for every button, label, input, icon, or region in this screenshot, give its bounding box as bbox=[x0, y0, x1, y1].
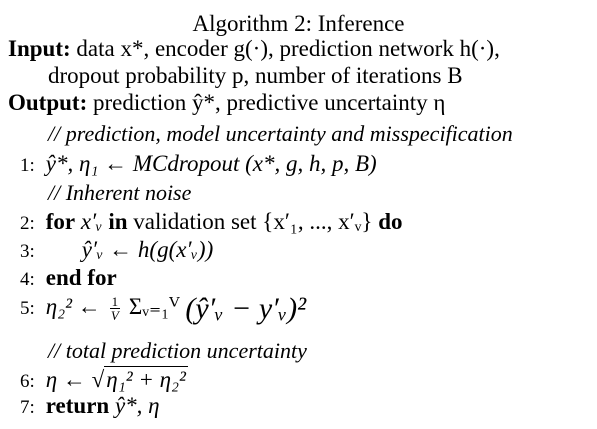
step-number: 2: bbox=[20, 213, 35, 234]
input-text: data x*, encoder g(·), prediction network h(·), bbox=[76, 36, 500, 61]
algorithm-step-7 bbox=[20, 394, 160, 417]
fraction bbox=[110, 295, 121, 323]
sqrt-body: η₁² + η₂² bbox=[106, 367, 186, 392]
sqrt-symbol: √ bbox=[91, 367, 105, 392]
algorithm-step-5 bbox=[20, 294, 306, 324]
step-number: 7: bbox=[20, 397, 35, 418]
step-number: 3: bbox=[20, 241, 35, 262]
input-line bbox=[8, 37, 500, 60]
step-text: ŷ*, η bbox=[114, 393, 160, 418]
step-text: ŷ*, η₁ ← MCdropout (x*, g, h, p, B) bbox=[45, 151, 377, 176]
summation: Σᵥ₌₁ⱽ bbox=[128, 294, 180, 319]
algorithm-step-6 bbox=[20, 368, 188, 391]
keyword-in: in bbox=[108, 209, 128, 234]
step-number: 4: bbox=[20, 269, 35, 290]
input-line-2: dropout probability p, number of iterations B bbox=[48, 63, 463, 88]
step-lhs: η ← bbox=[45, 367, 86, 392]
output-label: Output: bbox=[8, 90, 88, 115]
input-label: Input: bbox=[8, 36, 71, 61]
keyword-return: return bbox=[45, 393, 110, 418]
step-body: (ŷ′ᵥ − y′ᵥ)² bbox=[185, 292, 307, 325]
algorithm-step-4 bbox=[20, 266, 117, 289]
loop-set: validation set {x′₁, ..., x′ᵥ} bbox=[133, 209, 373, 234]
fraction-denominator: V bbox=[110, 308, 119, 324]
comment-inherent-noise: // Inherent noise bbox=[48, 180, 192, 205]
loop-variable: x′ᵥ bbox=[80, 209, 103, 234]
keyword-end-for: end for bbox=[45, 265, 117, 290]
output-line bbox=[8, 91, 445, 114]
output-text: prediction ŷ*, predictive uncertainty η bbox=[93, 90, 446, 115]
comment-prediction: // prediction, model uncertainty and misspecification bbox=[48, 121, 513, 146]
algorithm-step-1 bbox=[20, 152, 377, 175]
step-number: 6: bbox=[20, 371, 35, 392]
comment-total-uncertainty: // total prediction uncertainty bbox=[48, 338, 307, 363]
step-number: 5: bbox=[20, 298, 35, 319]
keyword-do: do bbox=[378, 209, 403, 234]
step-number: 1: bbox=[20, 155, 35, 176]
fraction-numerator: 1 bbox=[111, 293, 119, 309]
algorithm-step-3 bbox=[20, 238, 213, 261]
step-lhs: η₂² ← bbox=[45, 294, 101, 319]
algorithm-title: Algorithm 2: Inference bbox=[192, 11, 405, 36]
algorithm-step-2 bbox=[20, 210, 403, 233]
keyword-for: for bbox=[45, 209, 76, 234]
step-text: ŷ′ᵥ ← h(g(x′ᵥ)) bbox=[81, 237, 214, 262]
